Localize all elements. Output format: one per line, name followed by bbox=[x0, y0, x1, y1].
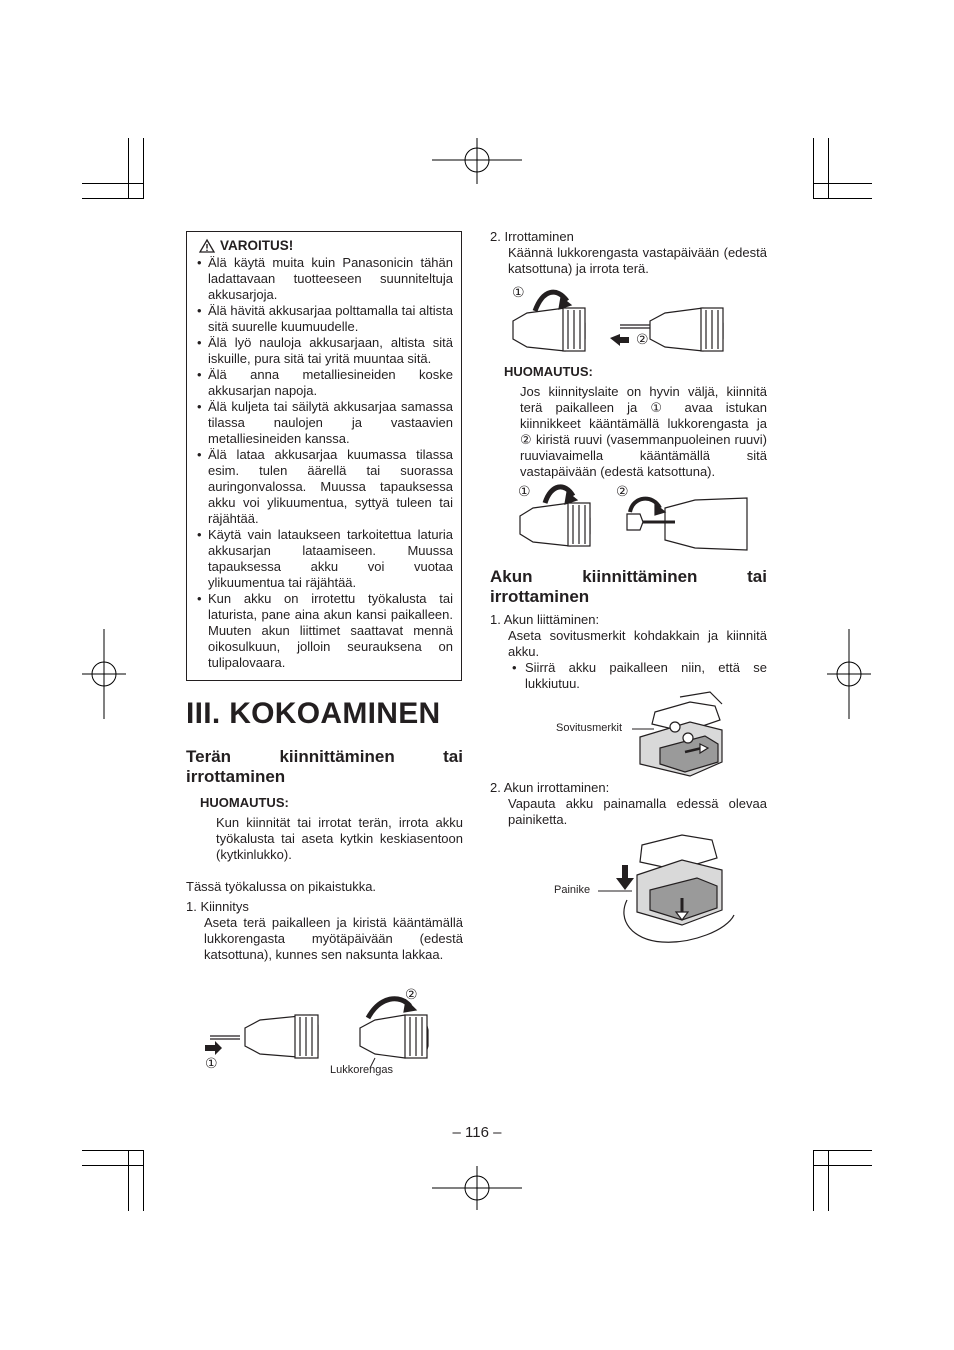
warning-item: • Älä kuljeta tai säilytä akkusarjaa samassa tilassa naulojen ja vastaavien metalliesineiden kanssa. bbox=[197, 399, 453, 447]
battery-fig-label-2: Painike bbox=[554, 884, 591, 896]
warning-triangle-icon bbox=[199, 239, 215, 253]
warning-title-text: VAROITUS! bbox=[220, 238, 294, 253]
marker-two: ② bbox=[405, 986, 418, 1002]
fig1-label: Lukkorengas bbox=[330, 1064, 393, 1076]
battery-section-heading: Akun kiinnittäminen tai irrottaminen bbox=[490, 567, 767, 606]
warning-item: • Älä lyö nauloja akkusarjaan, altista sitä iskuille, pura sitä tai yritä muuntaa sitä. bbox=[197, 335, 453, 367]
battery-fig-label-1: Sovitusmerkit bbox=[556, 722, 623, 734]
page-number: – 116 – bbox=[452, 1124, 502, 1141]
warning-list bbox=[197, 255, 453, 671]
intro-text: Tässä työkalussa on pikaistukka. bbox=[186, 879, 377, 894]
bit-section-heading: Terän kiinnittäminen tai irrottaminen bbox=[186, 747, 463, 786]
warning-item: • Älä käytä muita kuin Panasonicin tähän ladattavaan tuotteeseen suunniteltuja akkusarjoja. bbox=[197, 255, 453, 303]
battery-step2-title: 2. Akun irrottaminen: bbox=[490, 780, 610, 795]
warning-title bbox=[199, 238, 453, 253]
step1-text: Aseta terä paikalleen ja kiristä kääntämällä lukkorengasta myötäpäivään (edestä katsottuna), kunnes sen naksunta lakkaa. bbox=[204, 915, 463, 962]
battery-step1-bullet: • Siirrä akku paikalleen niin, että se lukkiutuu. bbox=[512, 660, 767, 691]
battery-step1-title: 1. Akun liittäminen: bbox=[490, 612, 600, 627]
warning-item: • Älä hävitä akkusarjaa polttamalla tai altista sitä suurelle kuumuudelle. bbox=[197, 303, 453, 335]
leader-line bbox=[598, 890, 638, 900]
chuck-fix-figure bbox=[515, 478, 755, 553]
warning-item: • Käytä vain lataukseen tarkoitettua laturia akkusarjan lataamiseen. Muussa tapauksessa akku voi vuotaa ylikuumentua tai räjähtää. bbox=[197, 527, 453, 591]
marker-one: ① bbox=[205, 1055, 218, 1071]
warning-box bbox=[186, 231, 462, 681]
marker-one: ① bbox=[512, 284, 525, 300]
battery-step2-text: Vapauta akku painamalla edessä olevaa painiketta. bbox=[508, 796, 767, 827]
warning-item: • Kun akku on irrotettu työkalusta tai laturista, pane aina akun kansi paikalleen. Muuten akun liittimet saattavat mennä oikosulkuun, jolloin seurauksena on tulipalovaara. bbox=[197, 591, 453, 671]
chuck-remove-figure bbox=[505, 283, 735, 358]
chuck-attach-figure bbox=[200, 990, 440, 1070]
note-label: HUOMAUTUS: bbox=[200, 795, 289, 810]
marker-one: ① bbox=[518, 483, 531, 499]
warning-item: • Älä anna metalliesineiden koske akkusarjan napoja. bbox=[197, 367, 453, 399]
note2-text: Jos kiinnityslaite on hyvin väljä, kiinnitä terä paikalleen ja ① avaa istukan kiinnikkeet kääntämällä lukkorengasta ja ② kiristä ruuvi (vasemmanpuoleinen ruuvi) ruuviavaimella kääntämällä sitä vastapäivään (edestä katsottuna). bbox=[520, 384, 767, 479]
battery-step1-text: Aseta sovitusmerkit kohdakkain ja kiinnitä akku. bbox=[508, 628, 767, 659]
marker-two: ② bbox=[616, 483, 629, 499]
chapter-number: III. bbox=[186, 697, 221, 730]
marker-two: ② bbox=[636, 331, 649, 347]
warning-item: • Älä lataa akkusarjaa kuumassa tilassa esim. tulen äärellä tai suorassa auringonvalossa. Muussa tapauksessa akku voi ylikuumentua, syttyä tuleen tai räjähtää. bbox=[197, 447, 453, 527]
step1-title: 1. Kiinnitys bbox=[186, 899, 249, 914]
battery-remove-figure bbox=[612, 830, 742, 945]
leader-line bbox=[632, 728, 662, 738]
note2-label: HUOMAUTUS: bbox=[504, 364, 593, 379]
battery-step1-bullet-text: Siirrä akku paikalleen niin, että se lukkiutuu. bbox=[525, 660, 767, 691]
step2-text: Käännä lukkorengasta vastapäivään (edestä katsottuna) ja irrota terä. bbox=[508, 245, 767, 276]
chapter-title: KOKOAMINEN bbox=[229, 697, 441, 730]
chapter-heading bbox=[186, 697, 441, 731]
note-text: Kun kiinnität tai irrotat terän, irrota akku työkalusta tai aseta kytkin keskiasentoon (kytkinlukko). bbox=[216, 815, 463, 862]
step2-title: 2. Irrottaminen bbox=[490, 229, 574, 244]
